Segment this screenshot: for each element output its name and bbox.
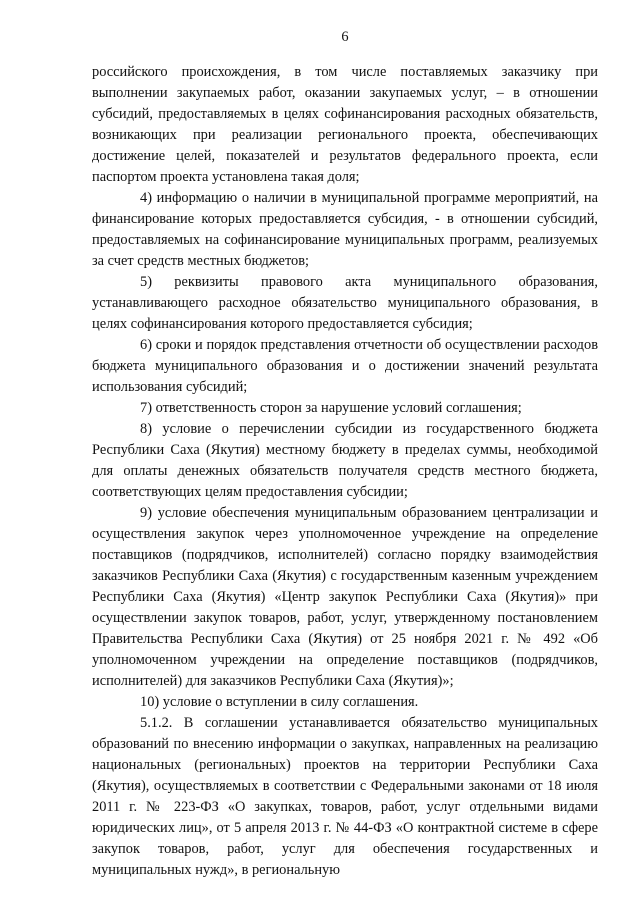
paragraph-section-5-1-2: 5.1.2. В соглашении устанавливается обязательство муниципальных образований по внесению информации о закупках, направленных на реализацию национальных (региональных) проектов на территории Республики Саха (Якутия), осуществляемых в соответствии с Федеральными законами от 18 июля 2011 г. № 223-ФЗ «О закупках, товаров, работ, услуг отдельными видами юридических лиц», от 5 апреля 2013 г. № 44-ФЗ «О контрактной системе в сфере закупок товаров, работ, услуг для обеспечения государственных и муниципальных нужд», в региональную <box>92 715 598 878</box>
paragraph-item-10: 10) условие о вступлении в силу соглашения. <box>140 694 419 710</box>
document-body <box>92 62 598 881</box>
page-number: 6 <box>341 29 349 45</box>
paragraph-item-5: 5) реквизиты правового акта муниципального образования, устанавливающего расходное обязательство муниципального образования, в целях софинансирования которого предоставляется субсидия; <box>92 274 598 332</box>
paragraph-continuation: российского происхождения, в том числе поставляемых заказчику при выполнении закупаемых работ, оказании закупаемых услуг, – в отношении субсидий, предоставляемых в целях софинансирования расходных обязательств, возникающих при реализации регионального проекта, обеспечивающих достижение целей, показателей и результатов федерального проекта, если паспортом проекта установлена такая доля; <box>92 64 598 185</box>
paragraph-item-9: 9) условие обеспечения муниципальным образованием централизации и осуществления закупок через уполномоченное учреждение на определение поставщиков (подрядчиков, исполнителей) согласно порядку взаимодействия заказчиков Республики Саха (Якутия) с государственным казенным учреждением Республики Саха (Якутия) «Центр закупок Республики Саха (Якутия)» при осуществлении закупок товаров, работ, услуг, утвержденному постановлением Правительства Республики Саха (Якутия) от 25 ноября 2021 г. № 492 «Об уполномоченном учреждении на определение поставщиков (подрядчиков, исполнителей) для заказчиков Республики Саха (Якутия)»; <box>92 505 598 689</box>
paragraph-item-6: 6) сроки и порядок представления отчетности об осуществлении расходов бюджета муниципального образования и о достижении значений результата использования субсидий; <box>92 337 598 395</box>
paragraph-item-8: 8) условие о перечислении субсидии из государственного бюджета Республики Саха (Якутия) местному бюджету в пределах суммы, необходимой для оплаты денежных обязательств получателя средств местного бюджета, соответствующих целям предоставления субсидии; <box>92 421 598 500</box>
paragraph-item-7: 7) ответственность сторон за нарушение условий соглашения; <box>140 400 522 416</box>
paragraph-item-4: 4) информацию о наличии в муниципальной программе мероприятий, на финансирование которых предоставляется субсидия, - в отношении субсидий, предоставляемых на софинансирование муниципальных программ, реализуемых за счет средств местных бюджетов; <box>92 190 598 269</box>
